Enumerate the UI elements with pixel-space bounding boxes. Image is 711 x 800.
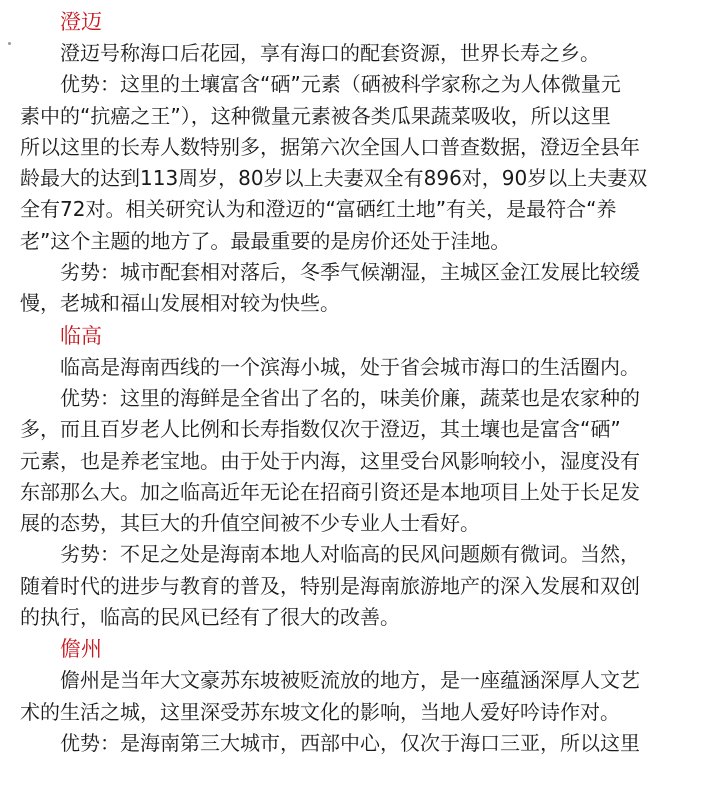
section-danzhou [0,633,711,759]
paragraph-line: 慢，老城和福山发展相对较为快些。 [20,291,340,316]
paragraph-line: 劣势：城市配套相对落后，冬季气候潮湿，主城区金江发展比较缓 [60,260,640,285]
paragraph-line: 东部那么大。加之临高近年无论在招商引资还是本地项目上处于长足发 [20,479,640,504]
section-title-lingao: 临高 [60,323,102,348]
section-title-danzhou: 儋州 [60,637,102,662]
paragraph-line: 龄最大的达到113周岁，80岁以上夫妻双全有896对，90岁以上夫妻双 [20,166,648,191]
paragraph-line: 儋州是当年大文豪苏东坡被贬流放的地方，是一座蕴涵深厚人文艺 [60,668,640,693]
section-title-chengmai: 澄迈 [60,10,102,34]
paragraph-line: 临高是海南西线的一个滨海小城，处于省会城市海口的生活圈内。 [60,354,640,379]
section-lingao [0,320,711,634]
article-body [0,6,711,759]
paragraph-line: 素中的“抗癌之王”），这种微量元素被各类瓜果蔬菜吸收，所以这里 [20,103,611,128]
paragraph-line: 元素，也是养老宝地。由于处于内海，这里受台风影响较小，湿度没有 [20,448,640,473]
paragraph-line: 术的生活之城，这里深受苏东坡文化的影响，当地人爱好吟诗作对。 [20,699,620,724]
paragraph-line: 所以这里的长寿人数特别多，据第六次全国人口普查数据，澄迈全县年 [20,134,640,159]
paragraph-line: 全有72对。相关研究认为和澄迈的“富硒红土地”有关，是最符合“养 [20,197,617,222]
section-chengmai [0,6,711,320]
paragraph-line: 的执行，临高的民风已经有了很大的改善。 [20,605,400,630]
paragraph-line: 优势：是海南第三大城市，西部中心，仅次于海口三亚，所以这里 [60,730,640,755]
paragraph-line: 随着时代的进步与教育的普及，特别是海南旅游地产的深入发展和双创 [20,573,640,598]
paragraph-line: 展的态势，其巨大的升值空间被不少专业人士看好。 [20,511,480,536]
paragraph-line: 劣势：不足之处是海南本地人对临高的民风问题颇有微词。当然， [60,542,640,567]
paragraph-line: 澄迈号称海口后花园，享有海口的配套资源，世界长寿之乡。 [60,41,600,65]
paragraph-line: 多，而且百岁老人比例和长寿指数仅次于澄迈，其土壤也是富含“硒” [20,417,621,442]
paragraph-line: 优势：这里的土壤富含“硒”元素（硒被科学家称之为人体微量元 [60,72,621,97]
paragraph-line: 优势：这里的海鲜是全省出了名的，味美价廉，蔬菜也是农家种的 [60,385,640,410]
paragraph-line: 老”这个主题的地方了。最最重要的是房价还处于洼地。 [20,228,511,253]
